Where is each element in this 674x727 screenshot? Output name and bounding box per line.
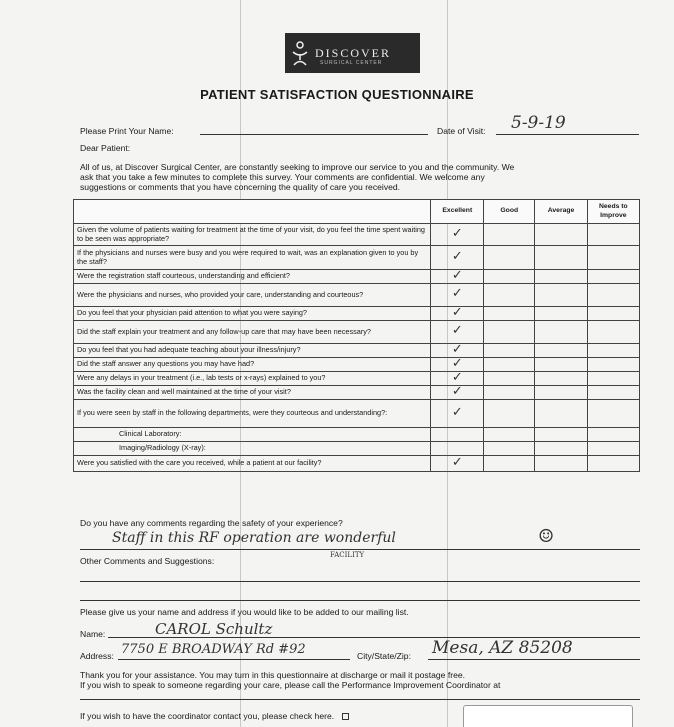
table-row (74, 246, 640, 270)
date-value: 5-9-19 (511, 113, 566, 133)
average-cell[interactable] (535, 307, 587, 321)
comment-line[interactable] (80, 581, 640, 582)
needs-improve-cell[interactable] (587, 321, 639, 344)
table-row (74, 284, 640, 307)
name-label-2: Name: (80, 629, 106, 639)
comment-line[interactable] (80, 600, 640, 601)
sticky-tab (463, 705, 633, 727)
average-cell[interactable] (535, 270, 587, 284)
table-row (74, 386, 640, 400)
column-header: Excellent (431, 200, 484, 224)
discover-logo (285, 33, 420, 73)
excellent-cell[interactable] (431, 456, 484, 472)
excellent-cell[interactable] (431, 284, 484, 307)
average-cell[interactable] (535, 358, 587, 372)
city-label: City/State/Zip: (357, 651, 411, 661)
average-cell[interactable] (535, 246, 587, 270)
needs-improve-cell[interactable] (587, 284, 639, 307)
good-cell[interactable] (484, 428, 535, 442)
check-mark: ✓ (451, 383, 463, 399)
average-cell[interactable] (535, 442, 587, 456)
contact-name-value: CAROL Schultz (155, 620, 273, 638)
intro-line: ask that you take a few minutes to complete this survey. Your comments are confidential. We welcome any (80, 172, 485, 182)
good-cell[interactable] (484, 358, 535, 372)
excellent-cell[interactable] (431, 400, 484, 428)
excellent-cell[interactable] (431, 246, 484, 270)
needs-improve-cell[interactable] (587, 386, 639, 400)
thanks-line: If you wish to speak to someone regarding your care, please call the Performance Improvement Coordinator at (80, 680, 501, 690)
average-cell[interactable] (535, 321, 587, 344)
address-value: 7750 E BROADWAY Rd #92 (121, 642, 306, 657)
needs-improve-cell[interactable] (587, 456, 639, 472)
city-field[interactable] (428, 659, 640, 660)
good-cell[interactable] (484, 321, 535, 344)
table-row (74, 321, 640, 344)
check-mark: ✓ (451, 454, 463, 470)
check-mark: ✓ (451, 404, 463, 420)
average-cell[interactable] (535, 224, 587, 246)
survey-table (73, 199, 640, 472)
intro-line: suggestions or comments that you have concerning the quality of care you received. (80, 182, 401, 192)
average-cell[interactable] (535, 372, 587, 386)
question-text: Clinical Laboratory: (74, 428, 431, 442)
table-row (74, 344, 640, 358)
question-text: Given the volume of patients waiting for treatment at the time of your visit, do you feel the time spent waiting to be seen was appropriate? (74, 224, 431, 246)
check-mark: ✓ (451, 355, 463, 371)
excellent-cell[interactable] (431, 442, 484, 456)
question-text: Were you satisfied with the care you received, while a patient at our facility? (74, 456, 431, 472)
logo-tagline: SURGICAL CENTER (320, 60, 383, 66)
needs-improve-cell[interactable] (587, 358, 639, 372)
needs-improve-cell[interactable] (587, 246, 639, 270)
table-row (74, 442, 640, 456)
date-field[interactable] (496, 134, 639, 135)
question-text: Were the registration staff courteous, understanding and efficient? (74, 270, 431, 284)
excellent-cell[interactable] (431, 267, 484, 284)
mailing-list-prompt: Please give us your name and address if you would like to be added to our mailing list. (80, 607, 409, 617)
column-header: Good (484, 200, 535, 224)
good-cell[interactable] (484, 224, 535, 246)
check-mark: ✓ (451, 323, 463, 339)
average-cell[interactable] (535, 428, 587, 442)
needs-improve-cell[interactable] (587, 372, 639, 386)
safety-answer: Staff in this RF operation are wonderful (112, 530, 396, 546)
check-mark: ✓ (451, 267, 463, 283)
excellent-cell[interactable] (431, 304, 484, 321)
check-mark: ✓ (451, 248, 463, 264)
needs-improve-cell[interactable] (587, 224, 639, 246)
table-row (74, 307, 640, 321)
needs-improve-cell[interactable] (587, 270, 639, 284)
safety-insert: FACILITY (330, 551, 365, 559)
good-cell[interactable] (484, 372, 535, 386)
figure-icon (285, 33, 315, 73)
good-cell[interactable] (484, 386, 535, 400)
question-text: Did the staff answer any questions you may have had? (74, 358, 431, 372)
table-header-row (74, 200, 640, 224)
needs-improve-cell[interactable] (587, 307, 639, 321)
needs-improve-cell[interactable] (587, 428, 639, 442)
question-text: Was the facility clean and well maintained at the time of your visit? (74, 386, 431, 400)
average-cell[interactable] (535, 284, 587, 307)
question-text: If the physicians and nurses were busy and you were required to wait, was an explanation given to you by the staff? (74, 246, 431, 270)
excellent-cell[interactable] (431, 321, 484, 344)
excellent-cell[interactable] (431, 383, 484, 400)
question-text: Were the physicians and nurses, who provided your care, understanding and courteous? (74, 284, 431, 307)
question-text: Do you feel that you had adequate teaching about your illness/injury? (74, 344, 431, 358)
table-row (74, 270, 640, 284)
logo-name: DISCOVER (315, 45, 392, 60)
good-cell[interactable] (484, 246, 535, 270)
needs-improve-cell[interactable] (587, 344, 639, 358)
table-row (74, 358, 640, 372)
needs-improve-cell[interactable] (587, 442, 639, 456)
question-text: Did the staff explain your treatment and any follow-up care that may have been necessary? (74, 321, 431, 344)
thanks-line: Thank you for your assistance. You may turn in this questionnaire at discharge or mail it postage free. (80, 670, 466, 680)
coordinator-line: If you wish to have the coordinator contact you, please check here. (80, 711, 349, 722)
comment-line[interactable] (80, 549, 640, 550)
table-row (74, 456, 640, 472)
column-header: Needs to Improve (587, 200, 639, 224)
name-label: Please Print Your Name: (80, 126, 174, 136)
date-label: Date of Visit: (437, 126, 486, 136)
table-row (74, 400, 640, 428)
check-mark: ✓ (451, 369, 463, 385)
check-mark: ✓ (451, 304, 463, 320)
other-comments-label: Other Comments and Suggestions: (80, 556, 215, 566)
average-cell[interactable] (535, 456, 587, 472)
smiley-icon: ☺ (538, 526, 555, 547)
good-cell[interactable] (484, 307, 535, 321)
question-text: Do you feel that your physician paid attention to what you were saying? (74, 307, 431, 321)
good-cell[interactable] (484, 456, 535, 472)
check-mark: ✓ (451, 225, 463, 241)
form-title: PATIENT SATISFACTION QUESTIONNAIRE (200, 87, 474, 102)
average-cell[interactable] (535, 386, 587, 400)
table-row (74, 372, 640, 386)
column-header: Average (535, 200, 587, 224)
phone-line[interactable] (80, 699, 640, 700)
good-cell[interactable] (484, 442, 535, 456)
question-text: Were any delays in your treatment (i.e., lab tests or x-rays) explained to you? (74, 372, 431, 386)
good-cell[interactable] (484, 270, 535, 284)
average-cell[interactable] (535, 400, 587, 428)
name-field[interactable] (200, 134, 428, 135)
check-mark: ✓ (451, 341, 463, 357)
good-cell[interactable] (484, 344, 535, 358)
question-text: Imaging/Radiology (X-ray): (74, 442, 431, 456)
question-column-header (74, 200, 431, 224)
average-cell[interactable] (535, 344, 587, 358)
address-field[interactable] (118, 659, 350, 660)
needs-improve-cell[interactable] (587, 400, 639, 428)
table-row (74, 428, 640, 442)
excellent-cell[interactable] (431, 224, 484, 246)
excellent-cell[interactable] (431, 428, 484, 442)
table-row (74, 224, 640, 246)
coordinator-checkbox[interactable] (342, 713, 349, 720)
city-value: Mesa, AZ 85208 (432, 638, 573, 658)
intro-line: All of us, at Discover Surgical Center, are constantly seeking to improve our service to you and the community. We (80, 162, 515, 172)
address-label: Address: (80, 651, 114, 661)
greeting: Dear Patient: (80, 143, 131, 153)
safety-label: Do you have any comments regarding the safety of your experience? (80, 518, 343, 528)
check-mark: ✓ (451, 286, 463, 302)
question-text: If you were seen by staff in the following departments, were they courteous and understanding?: (74, 400, 431, 428)
good-cell[interactable] (484, 284, 535, 307)
good-cell[interactable] (484, 400, 535, 428)
